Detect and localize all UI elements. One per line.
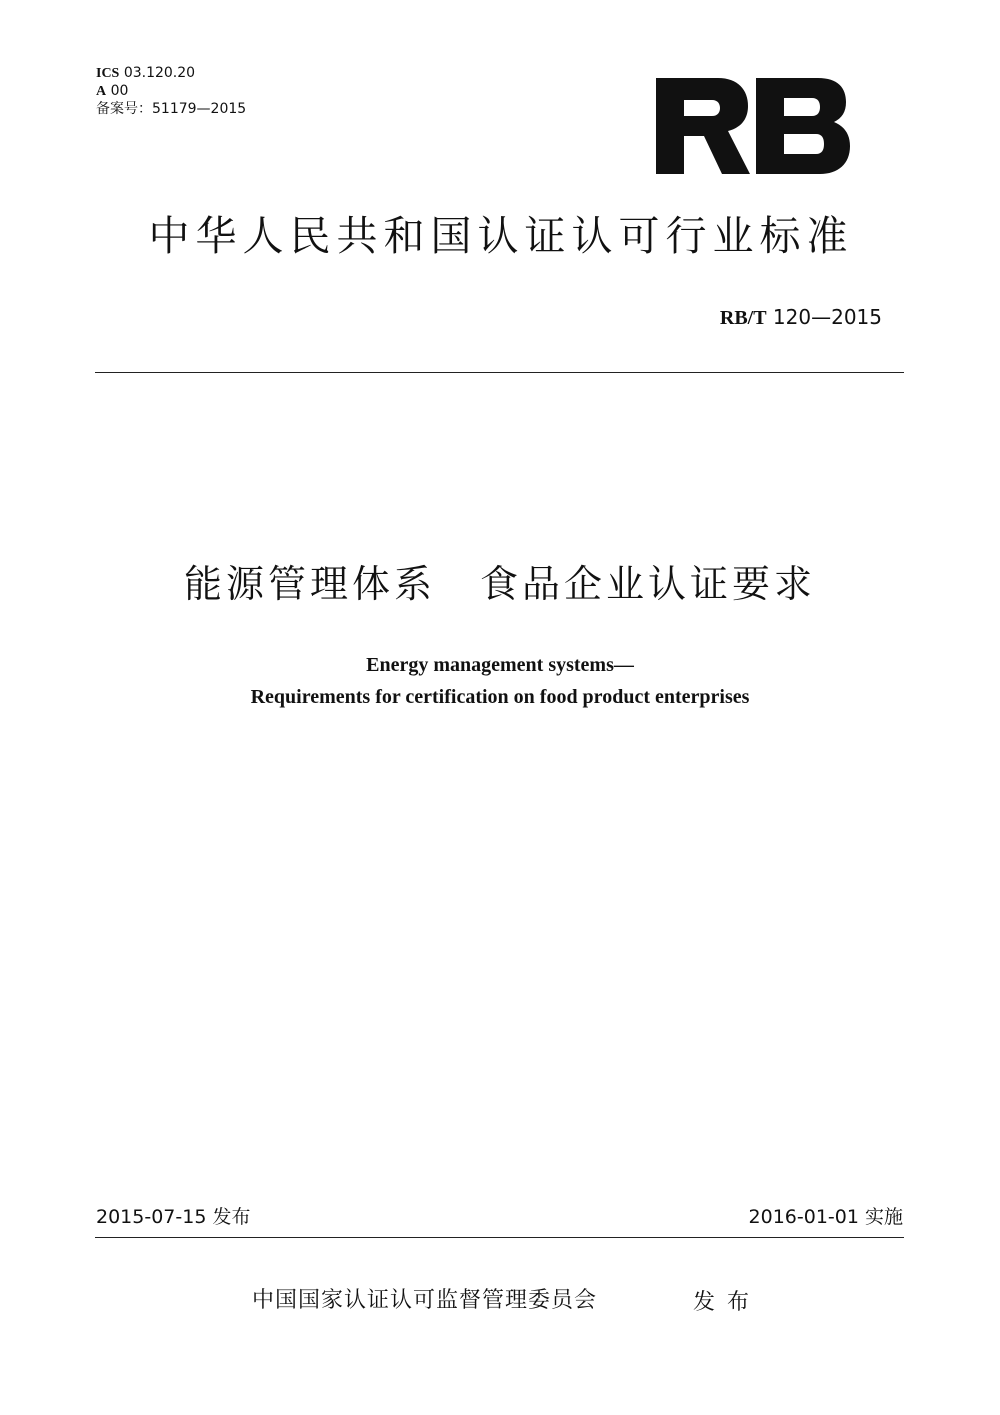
filing-label: 备案号： xyxy=(96,101,152,117)
implement-date: 2016-01-01 实施 xyxy=(748,1206,903,1228)
ics-label: ICS xyxy=(96,66,120,81)
ccs-label: A xyxy=(96,84,107,99)
rb-logo-letter-r xyxy=(656,78,750,174)
rb-logo-letter-b xyxy=(756,78,850,174)
ics-code xyxy=(96,64,195,83)
issue-date: 2015-07-15 发布 xyxy=(96,1206,251,1228)
publish-label: 发布 xyxy=(693,1290,762,1315)
standard-prefix: RB/T xyxy=(719,307,767,329)
ccs-value: 00 xyxy=(110,83,129,99)
ics-value: 03.120.20 xyxy=(123,65,196,81)
header-divider xyxy=(95,372,904,373)
standard-number xyxy=(720,304,882,331)
standard-number-value: 120—2015 xyxy=(772,305,882,329)
document-title-zh-part1: 能源管理体系 xyxy=(183,562,436,606)
rb-logo xyxy=(656,78,850,174)
industry-standard-title: 中华人民共和国认证认可行业标准 xyxy=(148,212,854,260)
filing-value: 51179—2015 xyxy=(152,101,247,117)
document-title-zh-part2: 食品企业认证要求 xyxy=(480,562,817,606)
document-title-en-line2: Requirements for certification on food product enterprises xyxy=(250,686,750,708)
publisher-name: 中国国家认证认可监督管理委员会 xyxy=(252,1288,598,1313)
filing-number xyxy=(96,100,246,118)
footer-divider xyxy=(95,1237,904,1238)
document-title-zh xyxy=(0,556,1000,612)
document-title-en-line1: Energy management systems— xyxy=(366,654,634,676)
ccs-code xyxy=(96,82,128,101)
